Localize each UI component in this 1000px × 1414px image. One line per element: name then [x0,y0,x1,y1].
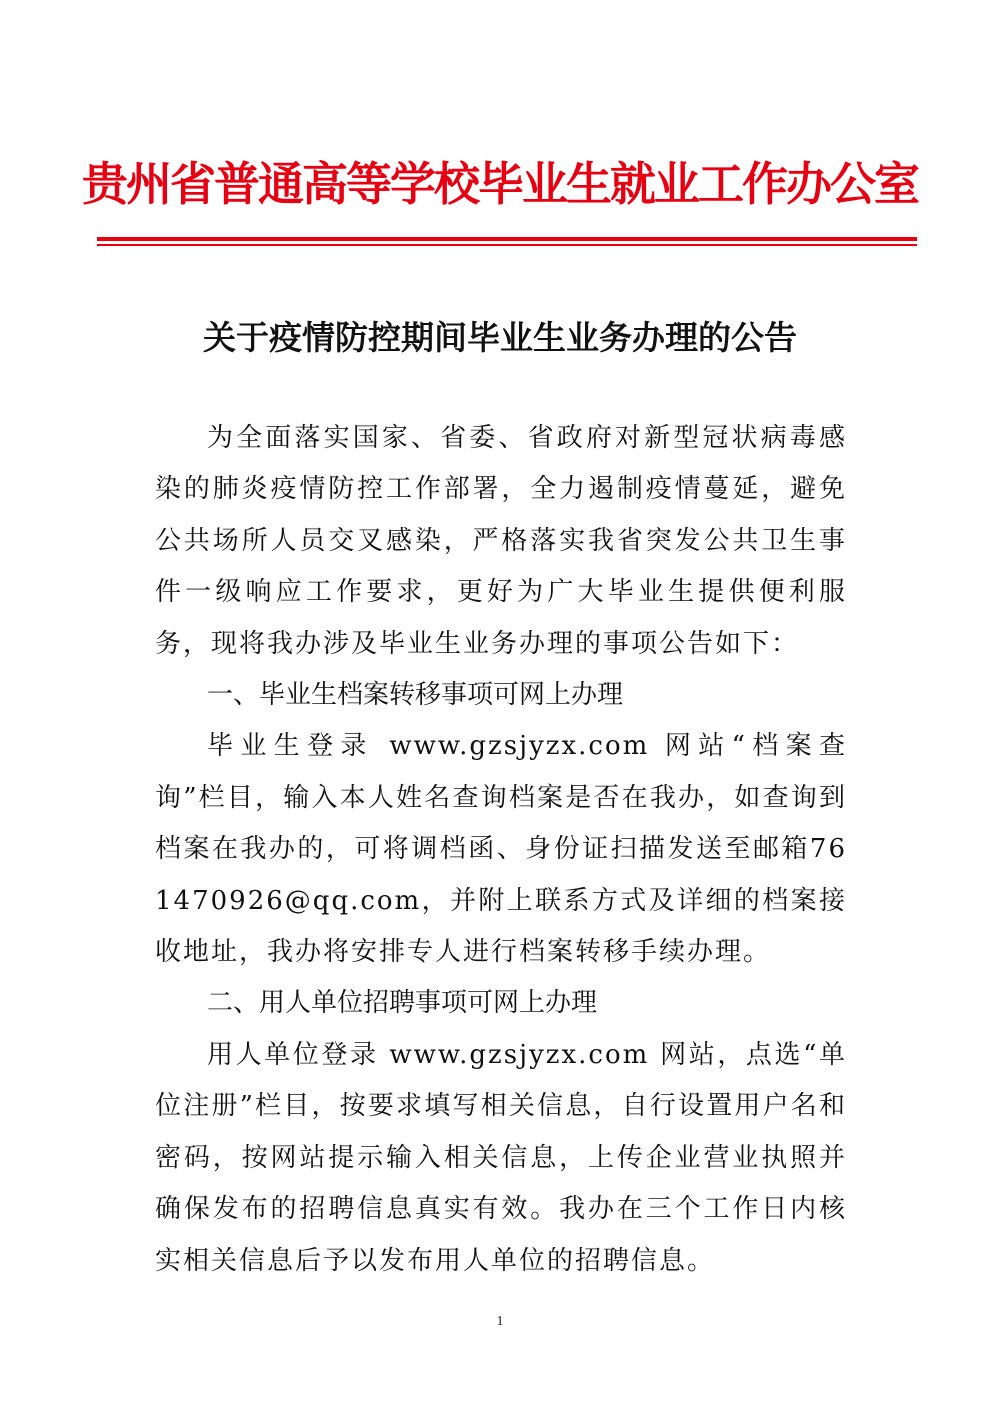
header-organization: 贵州省普通高等学校毕业生就业工作办公室 [82,157,918,211]
section-heading-archives: 一、毕业生档案转移事项可网上办理 [207,680,624,711]
header-rule-thin [97,244,917,246]
section-body-recruitment: 用人单位登录 www.gzsjyzx.com 网站，点选“单位注册”栏目，按要求填写相关信息，自行设置用户名和密码，按网站提示输入相关信息，上传企业营业执照并确保发布的招聘信息真实有效。我办在三个工作日内核实相关信息后予以发布用人单位的招聘信息。 [155,1039,847,1276]
page-number: 1 [496,1314,504,1329]
section-heading-recruitment: 二、用人单位招聘事项可网上办理 [207,988,598,1019]
document-body [155,413,847,1287]
header-rule-thick [97,237,917,241]
document-title: 关于疫情防控期间毕业生业务办理的公告 [203,318,797,357]
intro-paragraph: 为全面落实国家、省委、省政府对新型冠状病毒感染的肺炎疫情防控工作部署，全力遏制疫情蔓延，避免公共场所人员交叉感染，严格落实我省突发公共卫生事件一级响应工作要求，更好为广大毕业生提供便利服务，现将我办涉及毕业生业务办理的事项公告如下： [155,423,847,659]
section-body-archives: 毕业生登录 www.gzsjyzx.com 网站“档案查询”栏目，输入本人姓名查询档案是否在我办，如查询到档案在我办的，可将调档函、身份证扫描发送至邮箱761470926@qq.com，并附上联系方式及详细的档案接收地址，我办将安排专人进行档案转移手续办理。 [155,731,847,968]
